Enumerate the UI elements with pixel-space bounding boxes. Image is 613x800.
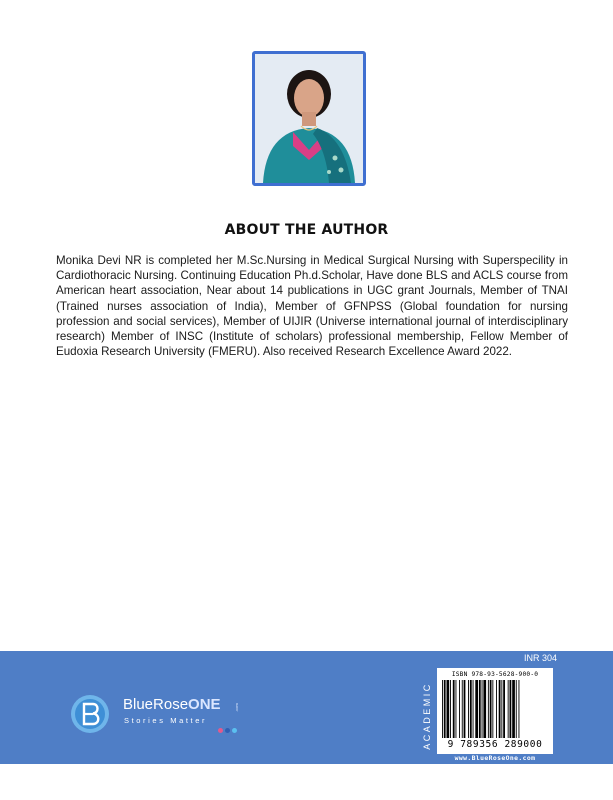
social-icons: [218, 728, 237, 733]
instagram-icon: [218, 728, 223, 733]
barcode: [437, 668, 553, 754]
barcode-digits: 9 789356 289000: [447, 739, 543, 750]
author-photo: [252, 51, 366, 186]
brand-name-part2: ONE: [188, 696, 221, 713]
brand-suffix: .com: [233, 703, 239, 712]
brand-tagline: Stories Matter: [124, 716, 208, 725]
price-label: INR 304: [524, 653, 558, 663]
facebook-icon: [225, 728, 230, 733]
category-text: ACADEMIC: [422, 682, 432, 750]
website-url: www.BlueRoseOne.com: [454, 754, 536, 762]
twitter-icon: [232, 728, 237, 733]
barcode-bars: [441, 680, 549, 738]
bluerose-logo-icon: [70, 694, 110, 734]
category-label: [420, 676, 434, 756]
isbn-text: ISBN 978-93-5628-900-0: [451, 671, 539, 678]
brand-name: [123, 697, 221, 713]
author-bio: Monika Devi NR is completed her M.Sc.Nursing in Medical Surgical Nursing with Superspecility in Cardiothoracic Nursing. Continuing Education Ph.d.Scholar, Have done BLS and ACLS course from American heart association, Near about 14 publications in UGC grant Journals, Member of TNAI (Trained nurses association of India), Member of GFNPSS (Global foundation for nursing profession and social services), Member of UIJIR (Universe international journal of interdisciplinary research) Member of INSC (Institute of scholars) professional membership, Fellow Member of Eudoxia Research University (FMERU). Also received Research Excellence Award 2022.: [56, 254, 568, 359]
brand-name-part1: BlueRose: [123, 696, 189, 713]
about-author-heading: ABOUT THE AUTHOR: [224, 222, 389, 238]
